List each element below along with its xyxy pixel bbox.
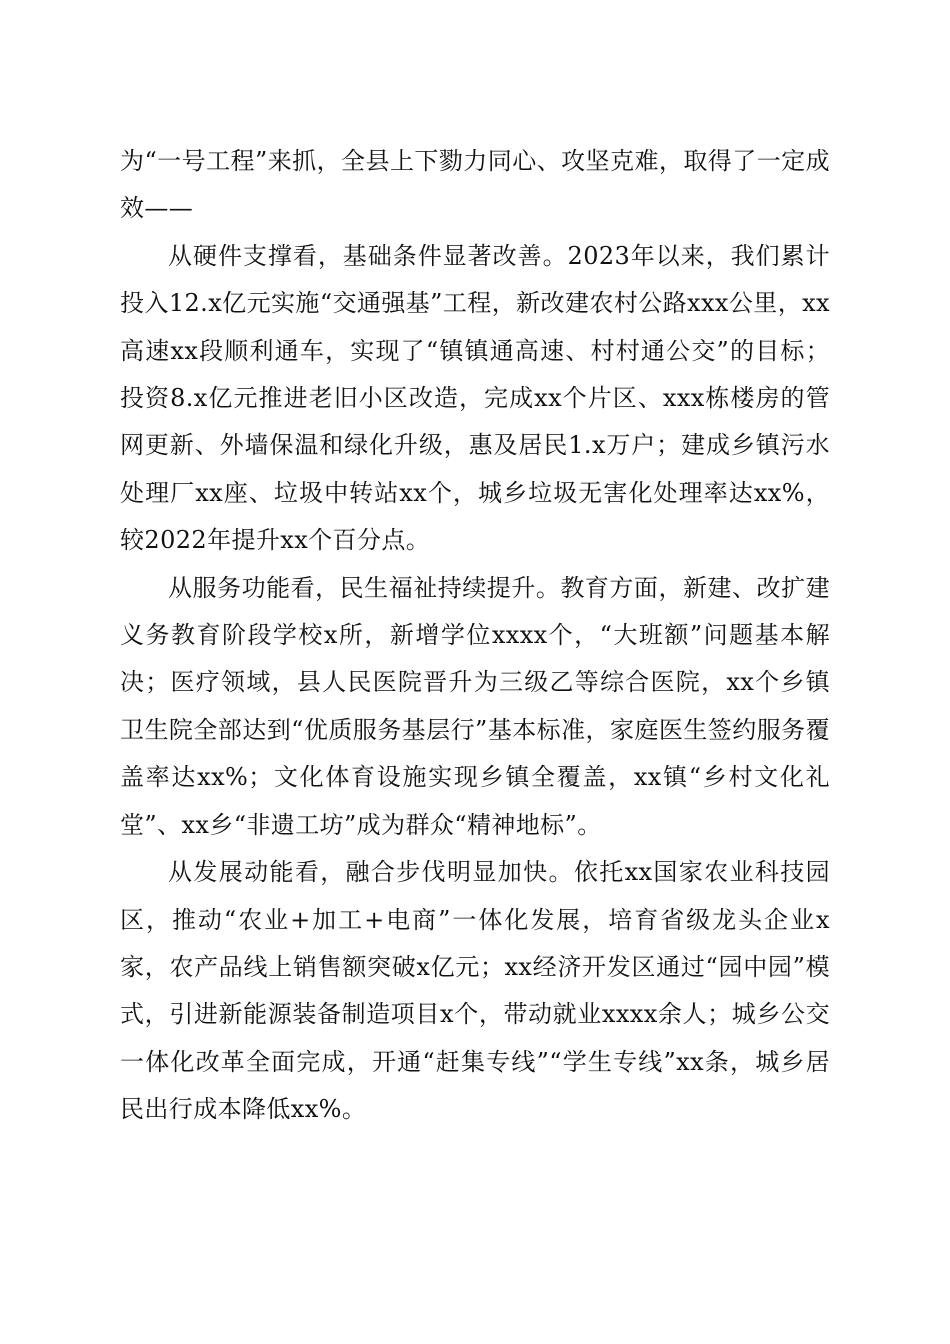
document-body	[120, 138, 830, 1134]
paragraph-hardware-support: 从硬件支撑看，基础条件显著改善。2023年以来，我们累计投入12.x亿元实施“交通强基”工程，新改建农村公路xxx公里，xx高速xx段顺利通车，实现了“镇镇通高速、村村通公交”的目标；投资8.x亿元推进老旧小区改造，完成xx个片区、xxx栋楼房的管网更新、外墙保温和绿化升级，惠及居民1.x万户；建成乡镇污水处理厂xx座、垃圾中转站xx个，城乡垃圾无害化处理率达xx%，较2022年提升xx个百分点。	[120, 241, 830, 555]
paragraph-development-momentum: 从发展动能看，融合步伐明显加快。依托xx国家农业科技园区，推动“农业+加工+电商”一体化发展，培育省级龙头企业x家，农产品线上销售额突破x亿元；xx经济开发区通过“园中园”模式，引进新能源装备制造项目x个，带动就业xxxx余人；城乡公交一体化改革全面完成，开通“赶集专线”“学生专线”xx条，城乡居民出行成本降低xx%。	[120, 858, 830, 1124]
paragraph-service-function: 从服务功能看，民生福祉持续提升。教育方面，新建、改扩建义务教育阶段学校x所，新增学位xxxx个，“大班额”问题基本解决；医疗领域，县人民医院晋升为三级乙等综合医院，xx个乡镇卫生院全部达到“优质服务基层行”基本标准，家庭医生签约服务覆盖率达xx%；文化体育设施实现乡镇全覆盖，xx镇“乡村文化礼堂”、xx乡“非遗工坊”成为群众“精神地标”。	[120, 573, 830, 839]
paragraph-continuation: 为“一号工程”来抓，全县上下勠力同心、攻坚克难，取得了一定成效——	[120, 147, 830, 223]
